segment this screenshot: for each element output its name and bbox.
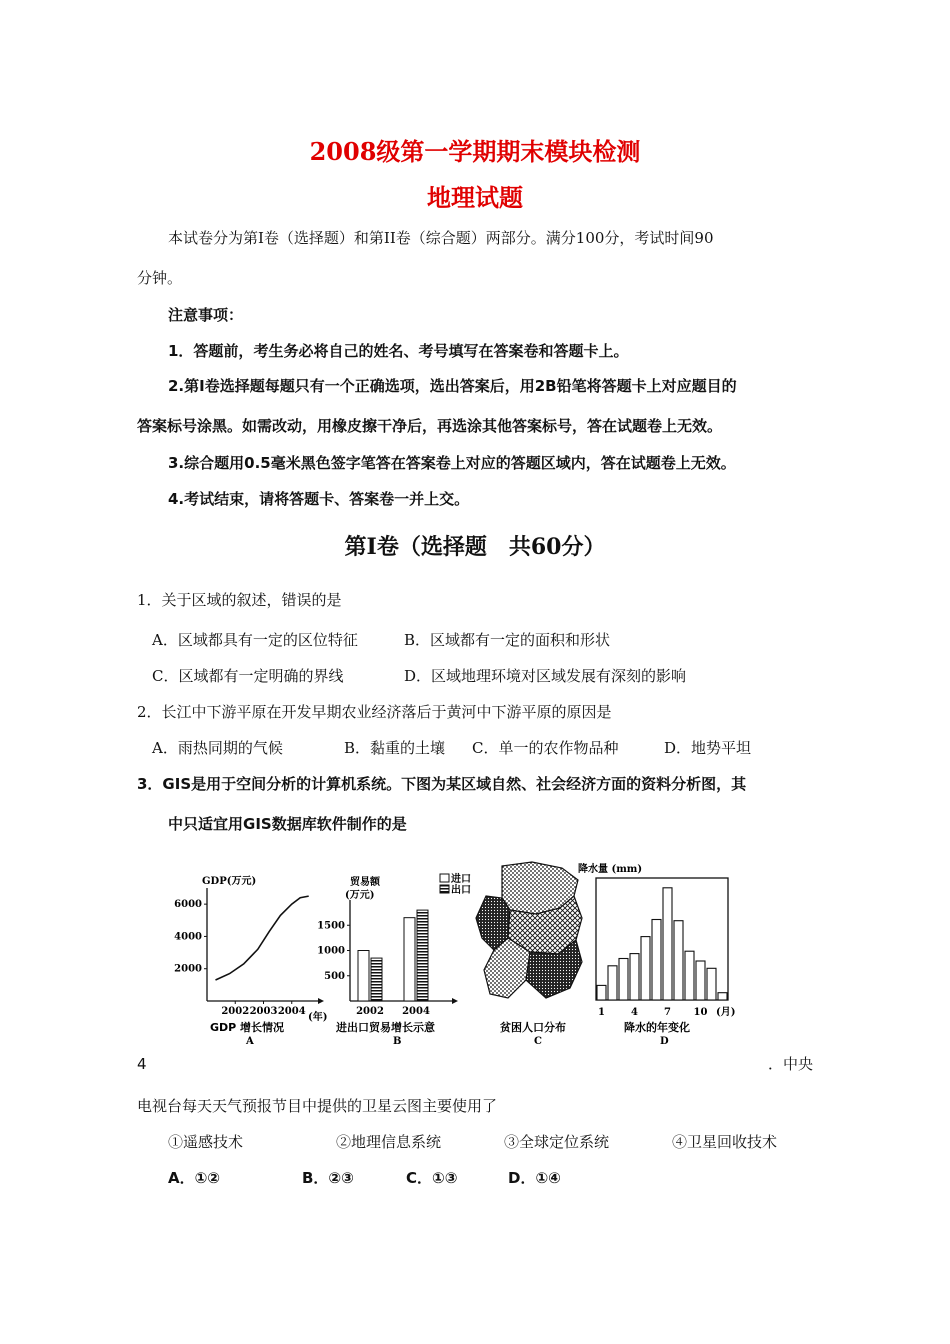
exam-title: 2008级第一学期期末模块检测: [309, 137, 641, 166]
notes-item-2-line-2: 答案标号涂黑。如需改动，用橡皮擦干净后，再选涂其他答案标号，答在试题卷上无效。: [137, 417, 723, 435]
q2-option-b: B．黏重的土壤: [344, 739, 446, 757]
q4-number: 4: [137, 1055, 147, 1073]
intro-line-2: 分钟。: [137, 269, 183, 287]
panel-d-x-ticks: [598, 1007, 707, 1018]
bar-export-2002: [371, 958, 382, 1001]
q4-item-2: ②地理信息系统: [336, 1133, 442, 1151]
q2-option-d: D．地势平坦: [664, 739, 752, 757]
panel-a-x-arrow: [318, 998, 324, 1004]
q4-item-3: ③全球定位系统: [504, 1133, 610, 1151]
q1-option-b: B．区域都有一定的面积和形状: [404, 631, 611, 649]
q2-option-c: C．单一的农作物品种: [472, 739, 619, 757]
panel-b-y-ticks: [317, 920, 350, 982]
q3-figure-svg: [174, 858, 810, 1058]
panel-d-x-tick-label: 4: [631, 1007, 638, 1018]
q1-option-a: A．区域都具有一定的区位特征: [152, 631, 358, 649]
panel-a-x-tick-label: 2003: [249, 1006, 278, 1017]
q3-figure: [174, 858, 810, 1058]
bar-import-2002: [358, 951, 369, 1002]
notes-heading: 注意事项：: [168, 306, 244, 324]
panel-d-x-unit: (月): [716, 1007, 736, 1018]
precip-bar-month-6: [652, 920, 661, 1001]
q4-item-1: ①遥感技术: [168, 1133, 244, 1151]
panel-b-y-tick-label: 500: [324, 970, 345, 982]
legend-import-label: 进口: [451, 874, 471, 885]
panel-d-x-tick-label: 1: [598, 1007, 605, 1018]
legend-export-label: 出口: [451, 885, 471, 896]
q3-stem-line-1: 3．GIS是用于空间分析的计算机系统。下图为某区域自然、社会经济方面的资料分析图，其: [137, 775, 747, 793]
exam-subtitle: 地理试题: [427, 183, 523, 212]
q4-stem-tail: ．中央: [768, 1055, 814, 1073]
q4-option-b: B．②③: [302, 1169, 354, 1187]
q4-option-c: C．①③: [406, 1169, 458, 1187]
bar-import-2004: [404, 918, 415, 1001]
panel-a: [174, 874, 327, 1047]
precip-bar-month-9: [685, 951, 694, 1000]
panel-b-x-tick-label: 2002: [356, 1006, 384, 1017]
panel-a-y-tick-label: 2000: [174, 963, 202, 975]
precip-bar-month-11: [707, 968, 716, 1000]
panel-a-x-unit: (年): [308, 1012, 328, 1023]
panel-b-ylabel-1: 贸易额: [350, 877, 380, 888]
panel-a-ylabel: GDP(万元): [202, 876, 257, 887]
q4-item-4: ④卫星回收技术: [672, 1133, 778, 1151]
precip-bar-month-12: [718, 993, 727, 1000]
precip-bar-month-5: [641, 937, 650, 1000]
q3-stem-line-2: 中只适宜用GIS数据库软件制作的是: [168, 815, 407, 833]
panel-b-letter: B: [393, 1036, 402, 1047]
panel-d-ylabel: 降水量 (mm): [578, 864, 643, 875]
precip-bar-month-7: [663, 888, 672, 1000]
precip-bar-month-8: [674, 921, 683, 1000]
q4-option-d: D．①④: [508, 1169, 561, 1187]
q1-option-d: D．区域地理环境对区域发展有深刻的影响: [404, 667, 687, 685]
panel-d-x-tick-label: 10: [693, 1007, 708, 1018]
panel-b-ylabel-2: (万元): [345, 890, 375, 901]
precip-bar-month-2: [608, 966, 617, 1000]
panel-d-letter: D: [660, 1036, 669, 1047]
panel-b-caption: 进出口贸易增长示意: [336, 1021, 435, 1034]
notes-item-1: 1．答题前，考生务必将自己的姓名、考号填写在答案卷和答题卡上。: [168, 342, 629, 360]
precip-bar-month-4: [630, 954, 639, 1000]
precip-bar-month-3: [619, 959, 628, 1001]
notes-item-2-line-1: 2.第Ⅰ卷选择题每题只有一个正确选项，选出答案后，用2B铅笔将答题卡上对应题目的: [168, 377, 737, 395]
legend-export-swatch: [440, 885, 449, 893]
bar-export-2004: [417, 910, 428, 1001]
q2-option-a: A．雨热同期的气候: [152, 739, 283, 757]
q4-option-a: A．①②: [168, 1169, 221, 1187]
panel-a-x-ticks: [221, 1001, 305, 1017]
panel-b-y-tick-label: 1500: [317, 920, 345, 932]
panel-d: [578, 862, 735, 1047]
panel-c-caption: 贫困人口分布: [500, 1021, 566, 1034]
panel-b-x-tick-label: 2004: [402, 1006, 430, 1017]
q2-stem: 2．长江中下游平原在开发早期农业经济落后于黄河中下游平原的原因是: [137, 703, 612, 721]
panel-d-x-tick-label: 7: [664, 1007, 671, 1018]
panel-d-caption: 降水的年变化: [624, 1021, 690, 1034]
panel-d-bars: [597, 888, 727, 1000]
legend-import-swatch: [440, 874, 449, 882]
panel-c-letter: C: [534, 1036, 542, 1047]
panel-a-letter: A: [246, 1036, 254, 1047]
panel-a-y-tick-label: 6000: [174, 899, 202, 911]
precip-bar-month-10: [696, 961, 705, 1000]
panel-b-x-arrow: [452, 998, 458, 1004]
q1-option-c: C．区域都有一定明确的界线: [152, 667, 344, 685]
panel-a-x-tick-label: 2002: [221, 1006, 250, 1017]
notes-item-3: 3.综合题用0.5毫米黑色签字笔答在答案卷上对应的答题区域内，答在试题卷上无效。: [168, 454, 736, 472]
notes-item-4: 4.考试结束，请将答题卡、答案卷一并上交。: [168, 490, 470, 508]
panel-b-x-ticks: [356, 1006, 430, 1017]
panel-a-gdp-line: [216, 896, 309, 980]
panel-b-bars: [358, 910, 428, 1001]
panel-a-caption: GDP 增长情况: [210, 1021, 285, 1034]
precip-bar-month-1: [597, 985, 606, 1000]
panel-b-y-tick-label: 1000: [317, 945, 345, 957]
panel-b: [317, 872, 471, 1047]
intro-line-1: 本试卷分为第Ⅰ卷（选择题）和第II卷（综合题）两部分。满分100分，考试时间90: [168, 229, 714, 247]
panel-a-x-tick-label: 2004: [277, 1006, 306, 1017]
q4-stem-line-2: 电视台每天天气预报节目中提供的卫星云图主要使用了: [137, 1097, 498, 1115]
panel-a-y-tick-label: 4000: [174, 931, 202, 943]
panel-a-y-ticks: [174, 899, 207, 975]
q1-stem: 1．关于区域的叙述，错误的是: [137, 591, 342, 609]
section-title: 第Ⅰ卷（选择题 共60分）: [344, 534, 606, 560]
panel-c: [476, 862, 582, 1047]
